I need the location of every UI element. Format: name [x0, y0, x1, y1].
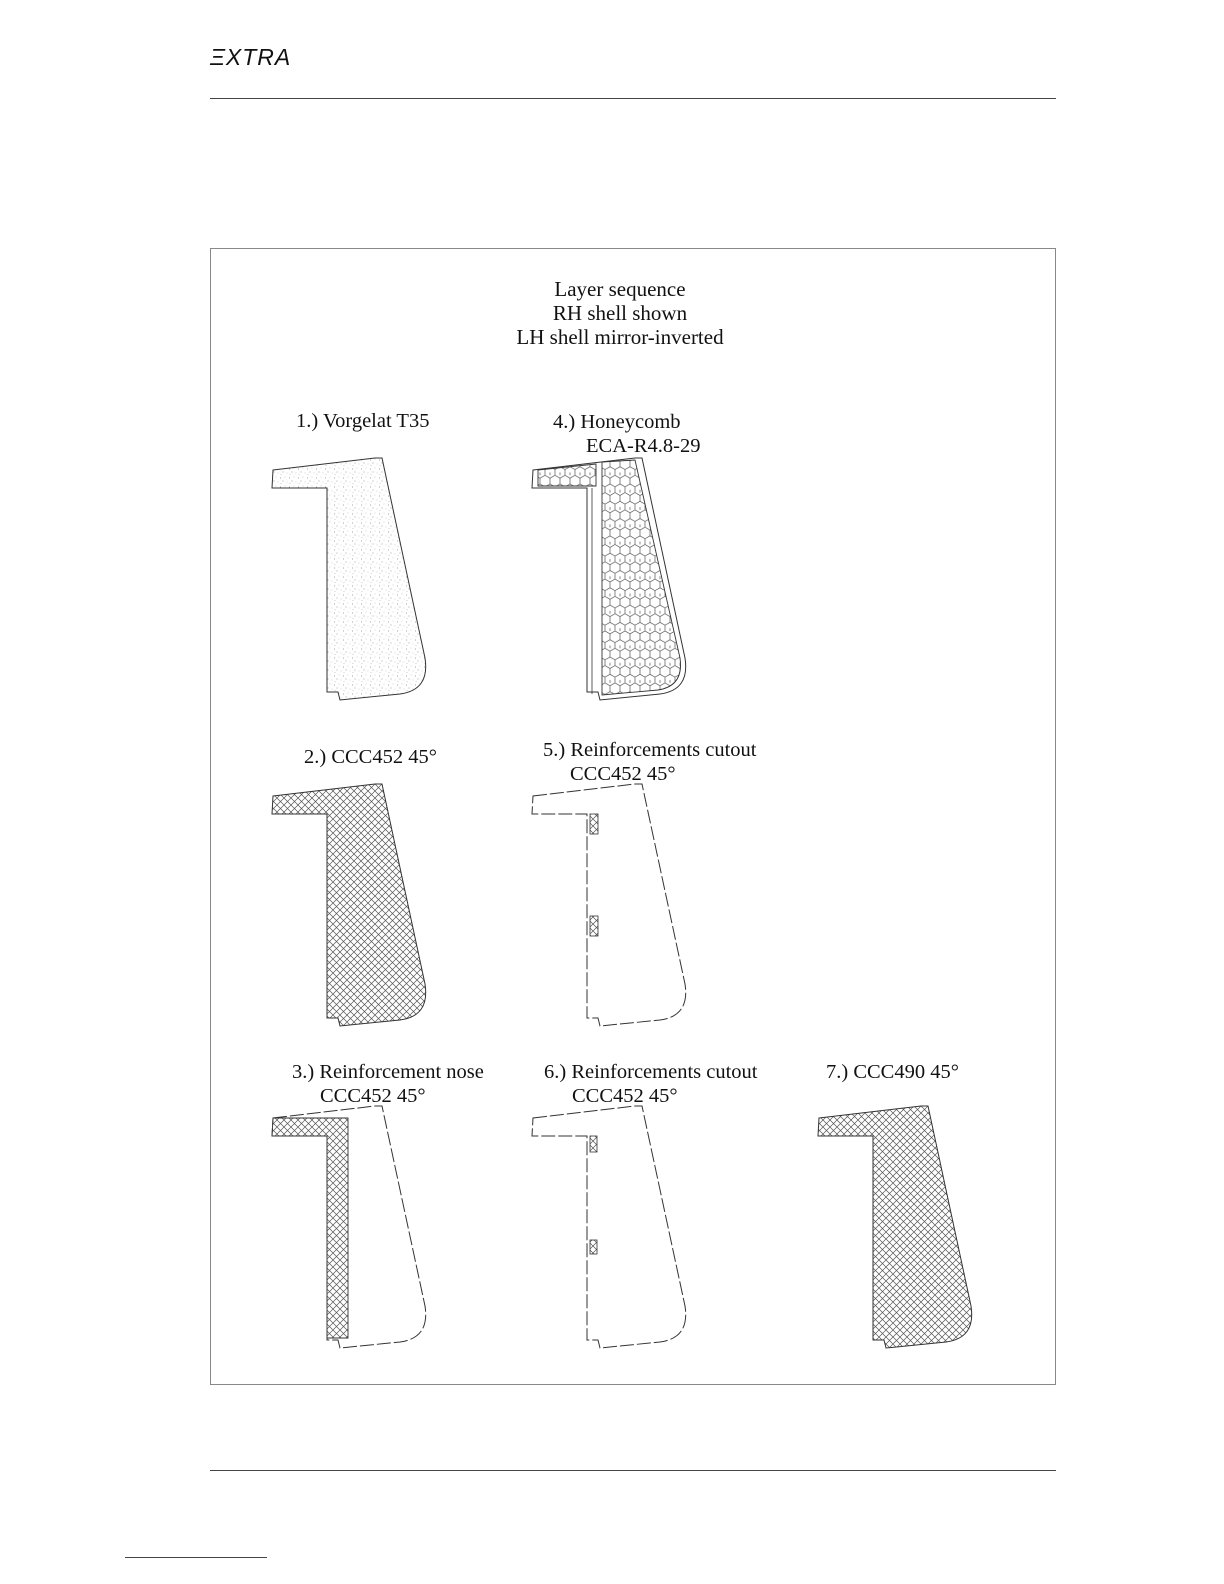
extra-logo: ΞXTRA [210, 44, 292, 70]
layer-4-sublabel: ECA-R4.8-29 [586, 435, 701, 457]
title-line: LH shell mirror-inverted [516, 325, 724, 349]
diagram-title [0, 277, 1224, 349]
layer-5-shape [532, 784, 686, 1026]
layer-7-shape [818, 1106, 972, 1348]
layer-3-shape [272, 1106, 426, 1348]
title-line: Layer sequence [554, 277, 686, 301]
layer-5-label: 5.) Reinforcements cutout [543, 739, 757, 761]
layer-3-label: 3.) Reinforcement nose [292, 1061, 484, 1083]
layer-1-label: 1.) Vorgelat T35 [296, 410, 430, 432]
layer-1-shape [272, 458, 426, 700]
layer-7-label: 7.) CCC490 45° [826, 1061, 959, 1083]
layer-6-sublabel: CCC452 45° [572, 1085, 678, 1107]
layer-6-label: 6.) Reinforcements cutout [544, 1061, 758, 1083]
layer-6-shape [532, 1106, 686, 1348]
layer-3-sublabel: CCC452 45° [320, 1085, 426, 1107]
layer-4-shape [532, 458, 686, 700]
footer-rule [210, 1470, 1056, 1471]
layer-4-label: 4.) Honeycomb [553, 411, 681, 433]
footer-link-underline[interactable] [125, 1557, 267, 1558]
layer-5-sublabel: CCC452 45° [570, 763, 676, 785]
layer-2-label: 2.) CCC452 45° [304, 746, 437, 768]
layer-2-shape [272, 784, 426, 1026]
title-line: RH shell shown [552, 301, 688, 325]
